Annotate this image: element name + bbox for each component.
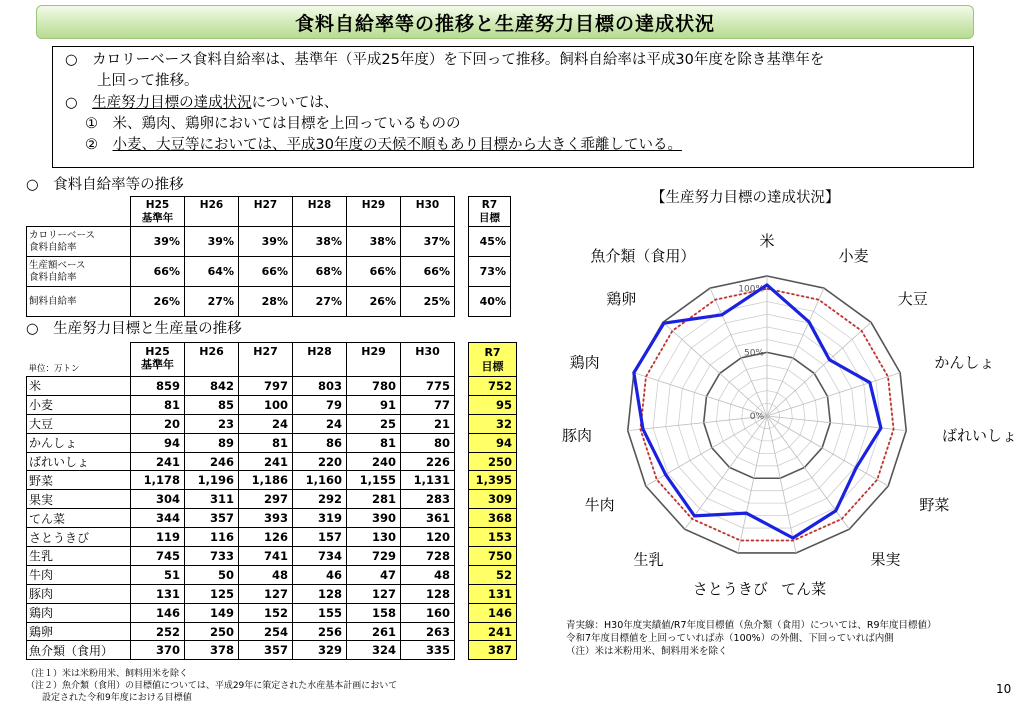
- row-label: ばれいしょ: [27, 452, 131, 471]
- table-cell: 357: [185, 509, 239, 528]
- table-cell: 127: [347, 584, 401, 603]
- table-row: [27, 377, 517, 396]
- table-cell: 149: [185, 603, 239, 622]
- table-cell: 91: [347, 395, 401, 414]
- column-header: H27: [239, 197, 293, 227]
- column-header: H29: [347, 343, 401, 377]
- table-cell: 94: [131, 433, 185, 452]
- radar-axis-label: 牛肉: [584, 496, 615, 514]
- column-header: H28: [293, 343, 347, 377]
- table-row: [27, 622, 517, 641]
- table-cell: 1,131: [401, 471, 455, 490]
- table-cell: 146: [131, 603, 185, 622]
- column-gap: [455, 452, 469, 471]
- target-cell: 40%: [469, 287, 511, 317]
- table-cell: 26%: [347, 287, 401, 317]
- row-label: 鶏卵: [27, 622, 131, 641]
- table-cell: 378: [185, 641, 239, 660]
- target-column-header: R7 目標: [469, 197, 511, 227]
- column-gap: [455, 641, 469, 660]
- table-cell: 241: [131, 452, 185, 471]
- table-cell: 25%: [401, 287, 455, 317]
- target-cell: 309: [469, 490, 517, 509]
- table-cell: 361: [401, 509, 455, 528]
- table-cell: 77: [401, 395, 455, 414]
- table-row: [27, 471, 517, 490]
- table-cell: 125: [185, 584, 239, 603]
- radar-axis-label: かんしょ: [934, 353, 995, 372]
- table-cell: 329: [293, 641, 347, 660]
- table-cell: 68%: [293, 257, 347, 287]
- table-row: [27, 287, 511, 317]
- table-cell: 292: [293, 490, 347, 509]
- target-cell: 250: [469, 452, 517, 471]
- table-cell: 20: [131, 414, 185, 433]
- table-row: [27, 565, 517, 584]
- target-cell: 387: [469, 641, 517, 660]
- production-table: [26, 342, 517, 660]
- table-cell: 128: [401, 584, 455, 603]
- table-cell: 27%: [293, 287, 347, 317]
- table-header-row: [27, 343, 517, 377]
- row-label: 生産額ベース 食料自給率: [27, 257, 131, 287]
- target-cell: 368: [469, 509, 517, 528]
- radar-axis-label: 魚介類（食用）: [590, 247, 696, 266]
- table-row: [27, 452, 517, 471]
- table-cell: 48: [401, 565, 455, 584]
- table-cell: 250: [185, 622, 239, 641]
- radar-axis-label: 大豆: [897, 290, 928, 309]
- table-cell: 311: [185, 490, 239, 509]
- table-cell: 126: [239, 528, 293, 547]
- table-cell: 281: [347, 490, 401, 509]
- column-gap: [455, 414, 469, 433]
- table-row: [27, 509, 517, 528]
- row-label: 豚肉: [27, 584, 131, 603]
- column-gap: [455, 343, 469, 377]
- target-cell: 95: [469, 395, 517, 414]
- table-row: [27, 528, 517, 547]
- table-cell: 25: [347, 414, 401, 433]
- note: （注１）米は米粉用米、飼料用米を除く: [26, 669, 189, 679]
- radar-notes: [566, 620, 996, 658]
- table-cell: 254: [239, 622, 293, 641]
- column-header: H25 基準年: [131, 197, 185, 227]
- table-cell: 335: [401, 641, 455, 660]
- column-gap: [455, 257, 469, 287]
- target-cell: 52: [469, 565, 517, 584]
- table-row: [27, 641, 517, 660]
- table-cell: 38%: [347, 227, 401, 257]
- table-header-row: [27, 197, 511, 227]
- table-cell: 39%: [239, 227, 293, 257]
- table-cell: 21: [401, 414, 455, 433]
- table-cell: 319: [293, 509, 347, 528]
- summary-box: [52, 46, 974, 168]
- table-cell: 324: [347, 641, 401, 660]
- radar-note: 青実線：H30年度実績値/R7年度目標値（魚介類（食用）については、R9年度目標値）: [566, 620, 937, 631]
- table-cell: 39%: [185, 227, 239, 257]
- target-cell: 750: [469, 547, 517, 566]
- note: （注２）魚介類（食用）の目標値については、平成29年に策定された水産基本計画において: [26, 681, 398, 692]
- row-label: 生乳: [27, 547, 131, 566]
- table-cell: 261: [347, 622, 401, 641]
- table-cell: 803: [293, 377, 347, 396]
- column-header: H29: [347, 197, 401, 227]
- table-cell: 780: [347, 377, 401, 396]
- row-label: 牛肉: [27, 565, 131, 584]
- target-cell: 45%: [469, 227, 511, 257]
- table-cell: 24: [239, 414, 293, 433]
- row-label: 魚介類（食用）: [27, 641, 131, 660]
- table-cell: 64%: [185, 257, 239, 287]
- table-cell: 80: [401, 433, 455, 452]
- table-cell: 859: [131, 377, 185, 396]
- summary-line: 上回って推移。: [97, 73, 199, 90]
- table-cell: 283: [401, 490, 455, 509]
- radar-axis-label: 米: [759, 232, 775, 250]
- column-header: H30: [401, 197, 455, 227]
- column-header: H25 基準年: [131, 343, 185, 377]
- radar-axis-label: 豚肉: [561, 426, 592, 445]
- row-label: さとうきび: [27, 528, 131, 547]
- table-cell: 119: [131, 528, 185, 547]
- column-gap: [455, 565, 469, 584]
- radar-axis-label: さとうきび: [692, 580, 768, 599]
- table-cell: 66%: [239, 257, 293, 287]
- table-cell: 89: [185, 433, 239, 452]
- row-label: 果実: [27, 490, 131, 509]
- column-gap: [455, 603, 469, 622]
- column-header: H27: [239, 343, 293, 377]
- table-cell: 155: [293, 603, 347, 622]
- radar-axis-label: 果実: [870, 550, 901, 569]
- column-header: H28: [293, 197, 347, 227]
- table-cell: 775: [401, 377, 455, 396]
- table-cell: 23: [185, 414, 239, 433]
- radar-spoke: [663, 322, 767, 416]
- table-cell: 344: [131, 509, 185, 528]
- target-cell: 241: [469, 622, 517, 641]
- table-cell: 50: [185, 565, 239, 584]
- table-cell: 66%: [131, 257, 185, 287]
- table-cell: 263: [401, 622, 455, 641]
- radar-ring-label: 100%: [738, 284, 764, 295]
- table-cell: 120: [401, 528, 455, 547]
- table-row: [27, 433, 517, 452]
- note: 設定された令和9年度における目標値: [42, 693, 192, 704]
- target-cell: 752: [469, 377, 517, 396]
- page-title: 食料自給率等の推移と生産努力目標の達成状況: [36, 5, 974, 39]
- table-cell: 741: [239, 547, 293, 566]
- table-cell: 81: [239, 433, 293, 452]
- column-gap: [455, 509, 469, 528]
- target-cell: 131: [469, 584, 517, 603]
- table-cell: 81: [347, 433, 401, 452]
- radar-ring-label: 0%: [749, 412, 764, 422]
- table-row: [27, 547, 517, 566]
- column-gap: [455, 395, 469, 414]
- row-label: 小麦: [27, 395, 131, 414]
- target-cell: 94: [469, 433, 517, 452]
- row-label: 野菜: [27, 471, 131, 490]
- column-gap: [455, 197, 469, 227]
- radar-spoke: [634, 373, 767, 416]
- table-cell: 734: [293, 547, 347, 566]
- table-cell: 28%: [239, 287, 293, 317]
- radar-axis-label: 生乳: [633, 550, 664, 569]
- table-row: [27, 414, 517, 433]
- table-cell: 66%: [401, 257, 455, 287]
- table-cell: 46: [293, 565, 347, 584]
- summary-line: ○ 生産努力目標の達成状況については、: [65, 94, 339, 111]
- column-gap: [455, 584, 469, 603]
- summary-line: ② 小麦、大豆等においては、平成30年度の天候不順もあり目標から大きく乖離している。: [85, 137, 682, 154]
- column-gap: [455, 287, 469, 317]
- self-sufficiency-table: [26, 196, 511, 317]
- table-cell: 733: [185, 547, 239, 566]
- column-gap: [455, 377, 469, 396]
- table-cell: 240: [347, 452, 401, 471]
- column-gap: [455, 227, 469, 257]
- table-cell: 157: [293, 528, 347, 547]
- table-cell: 158: [347, 603, 401, 622]
- column-header: H26: [185, 197, 239, 227]
- table-cell: 79: [293, 395, 347, 414]
- row-label: かんしょ: [27, 433, 131, 452]
- radar-axis-label: ばれいしょ: [942, 426, 1018, 445]
- table-cell: 38%: [293, 227, 347, 257]
- table-cell: 246: [185, 452, 239, 471]
- row-label: てん菜: [27, 509, 131, 528]
- table-cell: 745: [131, 547, 185, 566]
- table-cell: 370: [131, 641, 185, 660]
- column-gap: [455, 490, 469, 509]
- table-cell: 116: [185, 528, 239, 547]
- target-cell: 146: [469, 603, 517, 622]
- column-gap: [455, 622, 469, 641]
- target-cell: 32: [469, 414, 517, 433]
- table-row: [27, 227, 511, 257]
- column-gap: [455, 471, 469, 490]
- radar-spoke: [767, 322, 871, 416]
- table-cell: 51: [131, 565, 185, 584]
- radar-axis-label: 鶏肉: [569, 353, 600, 372]
- table-cell: 152: [239, 603, 293, 622]
- radar-note: 令和7年度目標値を上回っていれば赤（100%）の外側、下回っていれば内側: [566, 632, 894, 644]
- table-cell: 86: [293, 433, 347, 452]
- table-cell: 85: [185, 395, 239, 414]
- radar-note: （注）米は米粉用米、飼料用米を除く: [566, 645, 728, 657]
- table-cell: 390: [347, 509, 401, 528]
- column-header: H26: [185, 343, 239, 377]
- table-cell: 256: [293, 622, 347, 641]
- table-cell: 37%: [401, 227, 455, 257]
- table-cell: 48: [239, 565, 293, 584]
- table-cell: 128: [293, 584, 347, 603]
- column-gap: [455, 433, 469, 452]
- table-cell: 220: [293, 452, 347, 471]
- table-cell: 66%: [347, 257, 401, 287]
- page-number: 10: [996, 682, 1012, 696]
- table-cell: 252: [131, 622, 185, 641]
- table-cell: 1,186: [239, 471, 293, 490]
- table-cell: 797: [239, 377, 293, 396]
- table-cell: 100: [239, 395, 293, 414]
- radar-axis-label: 鶏卵: [606, 290, 637, 309]
- table-cell: 728: [401, 547, 455, 566]
- radar-axis-label: 小麦: [838, 247, 869, 266]
- column-gap: [455, 547, 469, 566]
- section-title-production: ○ 生産努力目標と生産量の推移: [26, 321, 242, 337]
- table-cell: 26%: [131, 287, 185, 317]
- table-cell: 226: [401, 452, 455, 471]
- table-cell: 729: [347, 547, 401, 566]
- table-row: [27, 257, 511, 287]
- table-row: [27, 584, 517, 603]
- target-cell: 153: [469, 528, 517, 547]
- table-cell: 160: [401, 603, 455, 622]
- table-notes: [26, 668, 397, 704]
- table-cell: 47: [347, 565, 401, 584]
- row-label: 大豆: [27, 414, 131, 433]
- target-cell: 73%: [469, 257, 511, 287]
- radar-axis-label: 野菜: [919, 496, 950, 514]
- table-cell: 130: [347, 528, 401, 547]
- table-cell: 297: [239, 490, 293, 509]
- table-cell: 24: [293, 414, 347, 433]
- table-cell: 27%: [185, 287, 239, 317]
- radar-spoke: [767, 373, 900, 416]
- radar-axis-label: てん菜: [781, 580, 827, 599]
- table-cell: 304: [131, 490, 185, 509]
- target-cell: 1,395: [469, 471, 517, 490]
- table-row: [27, 603, 517, 622]
- column-header: H30: [401, 343, 455, 377]
- row-label: 飼料自給率: [27, 287, 131, 317]
- radar-title: 【生産努力目標の達成状況】: [651, 190, 840, 206]
- table-cell: 393: [239, 509, 293, 528]
- column-gap: [455, 528, 469, 547]
- radar-chart: [538, 200, 1018, 620]
- table-row: [27, 395, 517, 414]
- radar-ring-label: 50%: [743, 348, 764, 359]
- table-cell: 241: [239, 452, 293, 471]
- table-cell: 1,155: [347, 471, 401, 490]
- table-cell: 357: [239, 641, 293, 660]
- table-cell: 39%: [131, 227, 185, 257]
- table-cell: 1,178: [131, 471, 185, 490]
- table-cell: 81: [131, 395, 185, 414]
- summary-line: ○ カロリーベース食料自給率は、基準年（平成25年度）を下回って推移。飼料自給率は平成30年度を除き基準年を: [65, 52, 825, 68]
- table-corner-cell: 単位：万トン: [27, 343, 131, 377]
- table-row: [27, 490, 517, 509]
- row-label: カロリーベース 食料自給率: [27, 227, 131, 257]
- table-cell: 1,196: [185, 471, 239, 490]
- summary-line: ① 米、鶏肉、鶏卵においては目標を上回っているものの: [85, 115, 461, 132]
- table-cell: 1,160: [293, 471, 347, 490]
- row-label: 米: [27, 377, 131, 396]
- table-cell: 131: [131, 584, 185, 603]
- section-title-self-sufficiency: ○ 食料自給率等の推移: [26, 177, 184, 193]
- target-column-header: R7 目標: [469, 343, 517, 377]
- table-corner-cell: [27, 197, 131, 227]
- table-cell: 127: [239, 584, 293, 603]
- row-label: 鶏肉: [27, 603, 131, 622]
- table-cell: 842: [185, 377, 239, 396]
